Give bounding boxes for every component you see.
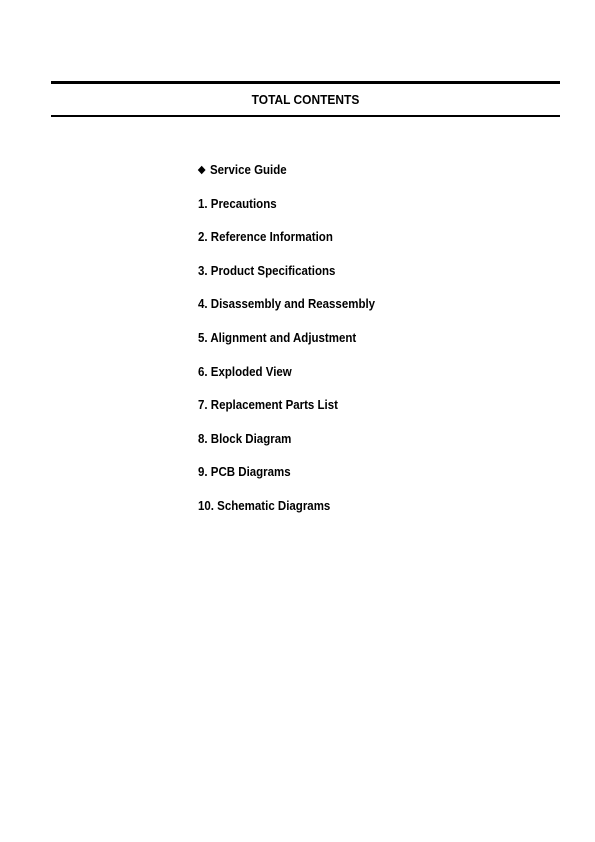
toc-item-label: 6. Exploded View: [198, 364, 292, 379]
bottom-rule: [51, 115, 560, 117]
diamond-icon: [198, 166, 206, 174]
toc-item-label: 7. Replacement Parts List: [198, 398, 338, 413]
toc-item-label: 3. Product Specifications: [198, 263, 336, 278]
toc-item-label: 5. Alignment and Adjustment: [198, 330, 357, 345]
table-of-contents: [198, 162, 390, 532]
toc-item-reference-information: [198, 229, 375, 263]
toc-item-alignment-adjustment: [198, 330, 375, 364]
toc-item-schematic-diagrams: [198, 498, 375, 532]
toc-item-precautions: [198, 196, 375, 230]
toc-item-label: 10. Schematic Diagrams: [198, 498, 331, 513]
toc-item-exploded-view: [198, 364, 375, 398]
toc-item-label: Service Guide: [209, 163, 287, 177]
page-title: TOTAL CONTENTS: [251, 92, 360, 107]
toc-item-disassembly-reassembly: [198, 296, 375, 330]
toc-item-label: 8. Block Diagram: [198, 431, 292, 446]
toc-item-product-specifications: [198, 263, 375, 297]
toc-item-service-guide: [198, 162, 375, 196]
toc-item-label: 9. PCB Diagrams: [198, 465, 291, 480]
toc-item-label: 1. Precautions: [198, 196, 277, 211]
top-rule: [51, 81, 560, 84]
toc-item-replacement-parts-list: [198, 397, 375, 431]
toc-item-label: 2. Reference Information: [198, 230, 333, 245]
toc-item-block-diagram: [198, 431, 375, 465]
toc-item-pcb-diagrams: [198, 464, 375, 498]
toc-item-label: 4. Disassembly and Reassembly: [198, 297, 376, 312]
